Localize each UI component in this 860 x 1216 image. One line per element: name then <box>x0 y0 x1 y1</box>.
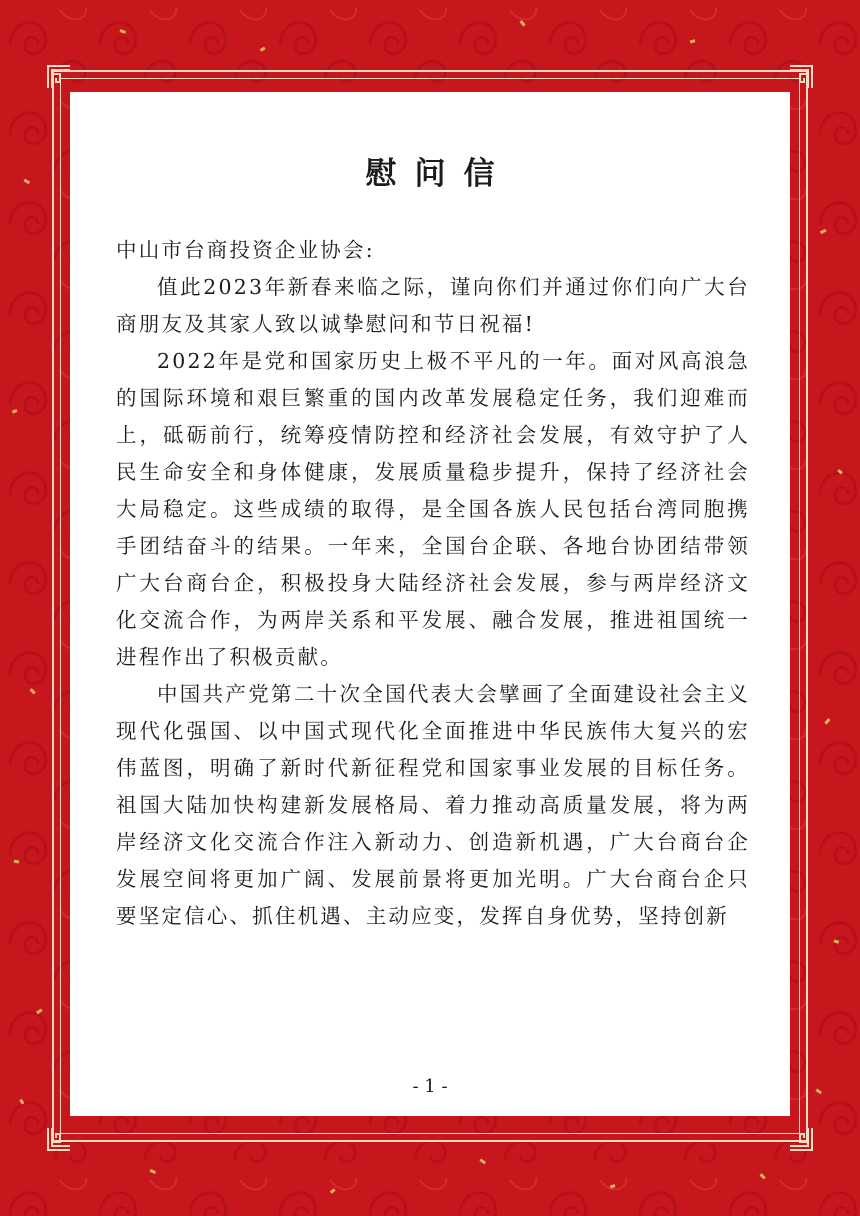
salutation: 中山市台商投资企业协会: <box>116 238 375 262</box>
corner-ornament-top-right <box>788 64 814 90</box>
paragraph-1: 值此2023年新春来临之际，谨向你们并通过你们向广大台商朋友及其家人致以诚挚慰问和节日祝福! <box>116 275 750 336</box>
letter-title: 慰问信 <box>365 156 513 192</box>
corner-ornament-top-left <box>46 64 72 90</box>
letter-body <box>116 232 750 935</box>
page-number: - 1 - <box>412 1076 448 1097</box>
paragraph-3: 中国共产党第二十次全国代表大会擘画了全面建设社会主义现代化强国、以中国式现代化全面推进中华民族伟大复兴的宏伟蓝图，明确了新时代新征程党和国家事业发展的目标任务。祖国大陆加快构建新发展格局、着力推动高质量发展，将为两岸经济文化交流合作注入新动力、创造新机遇，广大台商台企发展空间将更加广阔、发展前景将更加光明。广大台商台企只要坚定信心、抓住机遇、主动应变，发挥自身优势，坚持创新 <box>116 682 750 928</box>
corner-ornament-bottom-right <box>788 1126 814 1152</box>
letter-page <box>70 92 790 1116</box>
paragraph-2: 2022年是党和国家历史上极不平凡的一年。面对风高浪急的国际环境和艰巨繁重的国内改革发展稳定任务，我们迎难而上，砥砺前行，统筹疫情防控和经济社会发展，有效守护了人民生命安全和身体健康，发展质量稳步提升，保持了经济社会大局稳定。这些成绩的取得，是全国各族人民包括台湾同胞携手团结奋斗的结果。一年来，全国台企联、各地台协团结带领广大台商台企，积极投身大陆经济社会发展，参与两岸经济文化交流合作，为两岸关系和平发展、融合发展，推进祖国统一进程作出了积极贡献。 <box>116 349 750 669</box>
corner-ornament-bottom-left <box>46 1126 72 1152</box>
